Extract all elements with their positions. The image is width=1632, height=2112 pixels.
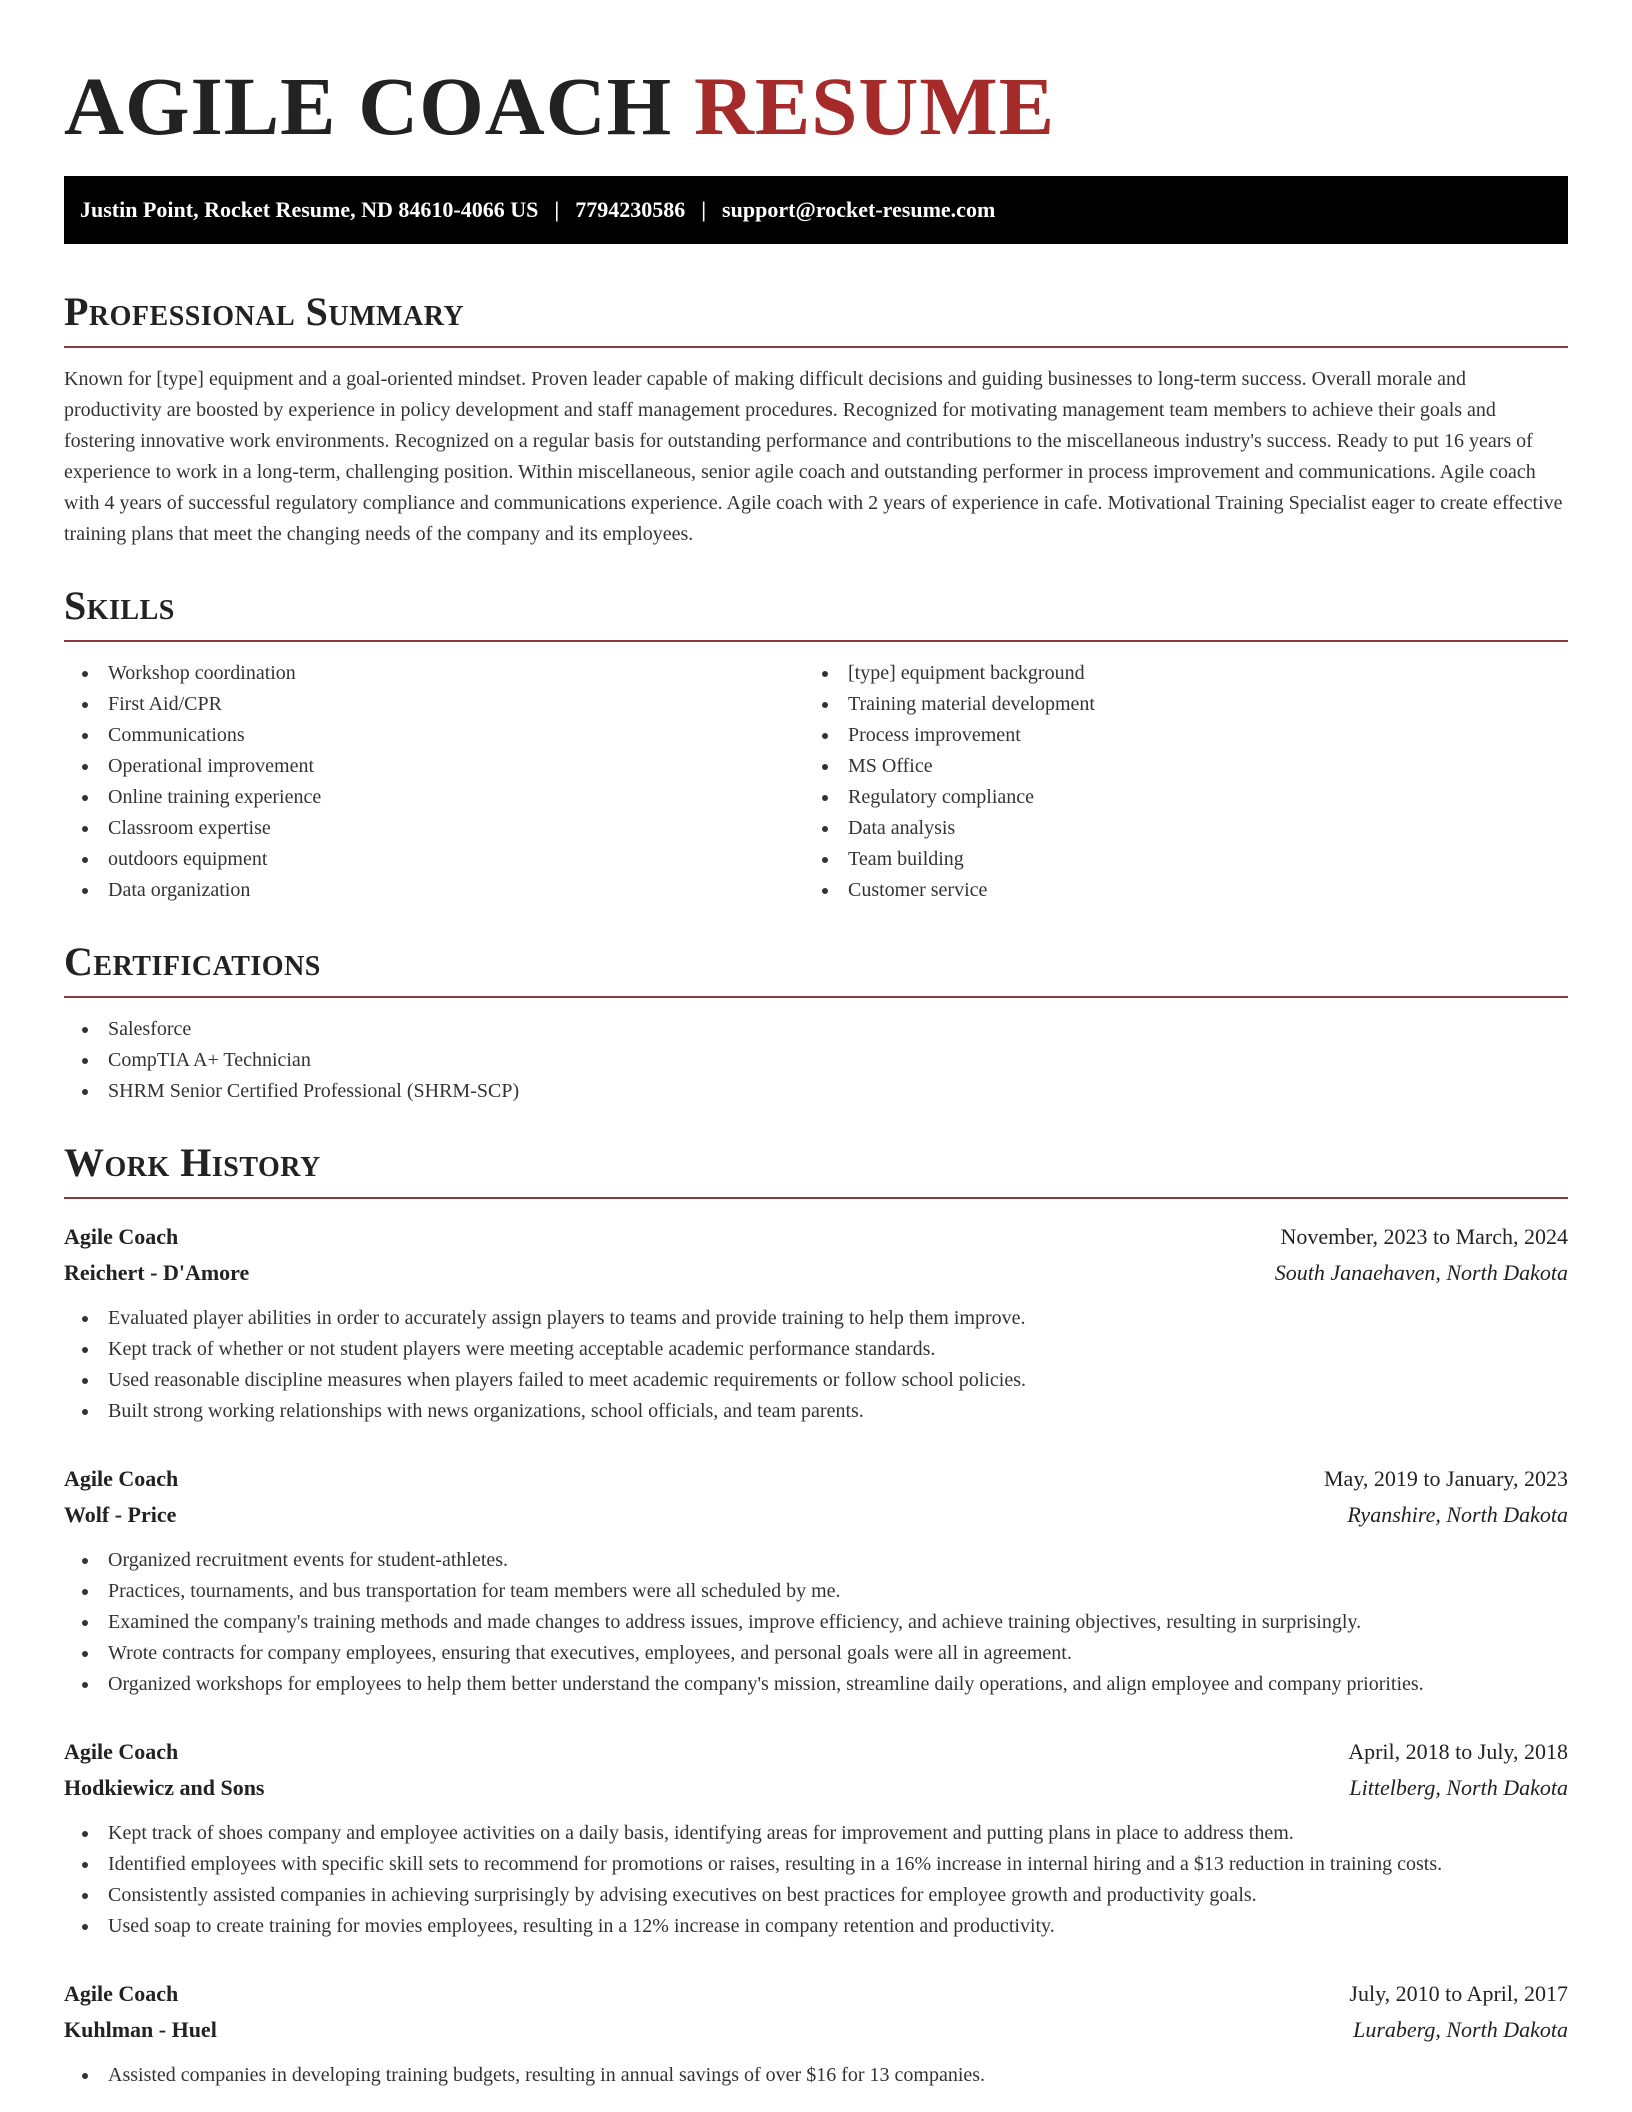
contact-email[interactable]: support@rocket-resume.com (722, 197, 996, 222)
list-item: Consistently assisted companies in achieving surprisingly by advising executives on best practices for employee growth and productivity goals. (64, 1880, 1568, 1911)
section-divider (64, 996, 1568, 998)
job-dates: May, 2019 to January, 2023 (1324, 1466, 1568, 1491)
list-item: Evaluated player abilities in order to accurately assign players to teams and provide training to help them improve. (64, 1303, 1568, 1334)
list-item: Process improvement (804, 720, 1544, 751)
contact-bar (64, 176, 1568, 244)
resume-title (64, 56, 1568, 156)
list-item: Training material development (804, 689, 1544, 720)
job-location: Littelberg, North Dakota (1349, 1775, 1568, 1800)
job-title: Agile Coach (64, 1466, 179, 1491)
skills-grid (64, 642, 1568, 906)
list-item: Regulatory compliance (804, 782, 1544, 813)
section-heading: Skills (64, 583, 175, 628)
job-bullets (64, 1818, 1568, 1942)
list-item: Assisted companies in developing training budgets, resulting in annual savings of over $16 for 13 companies. (64, 2060, 1568, 2091)
skills-list-left (64, 658, 804, 906)
list-item: Kept track of shoes company and employee activities on a daily basis, identifying areas for improvement and putting plans in place to address them. (64, 1818, 1568, 1849)
skills-list-right (804, 658, 1544, 906)
job-company: Wolf - Price (64, 1502, 177, 1527)
contact-phone[interactable]: 7794230586 (575, 197, 686, 222)
contact-separator: | (701, 197, 707, 222)
job-title: Agile Coach (64, 1739, 179, 1764)
resume-page (64, 0, 1568, 2091)
job-entry (64, 1219, 1568, 1427)
job-dates: July, 2010 to April, 2017 (1349, 1981, 1568, 2006)
certifications-section (64, 938, 1568, 1107)
list-item: Identified employees with specific skill sets to recommend for promotions or raises, resulting in a 16% increase in internal hiring and a $13 reduction in training costs. (64, 1849, 1568, 1880)
list-item: CompTIA A+ Technician (64, 1045, 1568, 1076)
list-item: Communications (64, 720, 804, 751)
list-item: Built strong working relationships with news organizations, school officials, and team parents. (64, 1396, 1568, 1427)
job-bullets (64, 1303, 1568, 1427)
job-dates: November, 2023 to March, 2024 (1280, 1224, 1568, 1249)
list-item: Data organization (64, 875, 804, 906)
summary-text: Known for [type] equipment and a goal-oriented mindset. Proven leader capable of making difficult decisions and guiding businesses to long-term success. Overall morale and productivity are boosted by experience in policy development and staff management procedures. Recognized for motivating management team members to achieve their goals and fostering innovative work environments. Recognized on a regular basis for outstanding performance and contributions to the miscellaneous industry's success. Ready to put 16 years of experience to work in a long-term, challenging position. Within miscellaneous, senior agile coach and outstanding performer in process improvement and communications. Agile coach with 4 years of successful regulatory compliance and communications experience. Agile coach with 2 years of experience in cafe. Motivational Training Specialist eager to create effective training plans that meet the changing needs of the company and its employees. (64, 368, 1563, 545)
certifications-list (64, 1014, 1568, 1107)
list-item: Classroom expertise (64, 813, 804, 844)
job-bullets (64, 1545, 1568, 1700)
job-entry (64, 1976, 1568, 2091)
list-item: Organized workshops for employees to help them better understand the company's mission, streamline daily operations, and align employee and company priorities. (64, 1669, 1568, 1700)
section-divider (64, 346, 1568, 348)
list-item: Kept track of whether or not student players were meeting acceptable academic performance standards. (64, 1334, 1568, 1365)
list-item: MS Office (804, 751, 1544, 782)
title-main: AGILE COACH (64, 60, 673, 152)
job-entry (64, 1461, 1568, 1700)
list-item: Workshop coordination (64, 658, 804, 689)
title-accent: RESUME (693, 60, 1056, 152)
skills-section (64, 582, 1568, 906)
contact-address: Justin Point, Rocket Resume, ND 84610-4066 US (80, 197, 539, 222)
section-heading: Certifications (64, 939, 321, 984)
list-item: Wrote contracts for company employees, ensuring that executives, employees, and personal goals were all in agreement. (64, 1638, 1568, 1669)
job-dates: April, 2018 to July, 2018 (1348, 1739, 1568, 1764)
list-item: Examined the company's training methods and made changes to address issues, improve efficiency, and achieve training objectives, resulting in surprisingly. (64, 1607, 1568, 1638)
job-company: Hodkiewicz and Sons (64, 1775, 265, 1800)
list-item: Team building (804, 844, 1544, 875)
job-title: Agile Coach (64, 1981, 179, 2006)
list-item: Data analysis (804, 813, 1544, 844)
job-location: Ryanshire, North Dakota (1347, 1502, 1568, 1527)
list-item: Online training experience (64, 782, 804, 813)
list-item: Practices, tournaments, and bus transportation for team members were all scheduled by me. (64, 1576, 1568, 1607)
job-entry (64, 1734, 1568, 1942)
job-bullets (64, 2060, 1568, 2091)
job-company: Kuhlman - Huel (64, 2017, 217, 2042)
section-divider (64, 1197, 1568, 1199)
summary-section (64, 288, 1568, 550)
list-item: [type] equipment background (804, 658, 1544, 689)
list-item: Used soap to create training for movies employees, resulting in a 12% increase in company retention and productivity. (64, 1911, 1568, 1942)
work-history-section (64, 1139, 1568, 2091)
list-item: Organized recruitment events for student-athletes. (64, 1545, 1568, 1576)
list-item: First Aid/CPR (64, 689, 804, 720)
list-item: SHRM Senior Certified Professional (SHRM-SCP) (64, 1076, 1568, 1107)
list-item: Customer service (804, 875, 1544, 906)
contact-separator: | (554, 197, 560, 222)
job-title: Agile Coach (64, 1224, 179, 1249)
job-location: Luraberg, North Dakota (1353, 2017, 1568, 2042)
list-item: outdoors equipment (64, 844, 804, 875)
job-location: South Janaehaven, North Dakota (1274, 1260, 1568, 1285)
job-company: Reichert - D'Amore (64, 1260, 250, 1285)
section-heading: Work History (64, 1140, 321, 1185)
list-item: Salesforce (64, 1014, 1568, 1045)
list-item: Used reasonable discipline measures when players failed to meet academic requirements or follow school policies. (64, 1365, 1568, 1396)
section-heading: Professional Summary (64, 289, 465, 334)
list-item: Operational improvement (64, 751, 804, 782)
